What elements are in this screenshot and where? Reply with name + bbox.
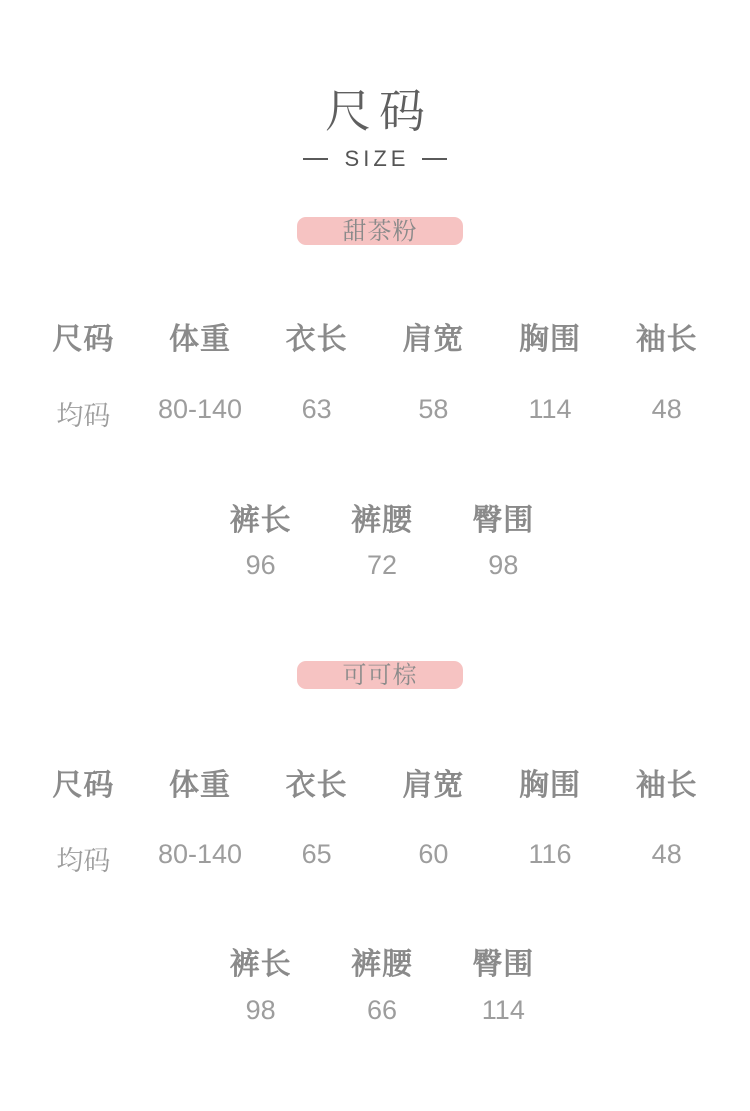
value-cell: 均码 <box>56 846 111 876</box>
value-cell: 48 <box>651 394 682 424</box>
header-cell: 臀围 <box>472 948 535 981</box>
header-cell: 体重 <box>169 323 231 356</box>
header-cell: 裤腰 <box>350 948 413 981</box>
header-cell: 袖长 <box>635 323 698 356</box>
header-cell: 裤长 <box>229 504 292 537</box>
value-cell: 98 <box>245 995 276 1025</box>
value-cell: 63 <box>301 394 332 424</box>
pants-table-header-row <box>200 495 564 539</box>
color-badge-cocoa-brown: 可可棕 <box>297 661 463 689</box>
page-title: 尺码 <box>325 85 433 137</box>
header-cell: 裤腰 <box>350 504 413 537</box>
header-cell: 衣长 <box>285 769 348 802</box>
size-table-value-row <box>25 839 725 878</box>
value-cell: 98 <box>488 550 519 580</box>
size-table-value-row <box>25 394 725 433</box>
value-cell: 66 <box>366 995 398 1025</box>
size-table-header-row <box>25 760 725 804</box>
header-cell: 袖长 <box>635 769 698 802</box>
value-cell: 72 <box>366 550 398 580</box>
value-cell: 均码 <box>56 401 111 431</box>
value-cell: 48 <box>651 839 682 869</box>
value-cell: 58 <box>418 394 449 424</box>
header-cell: 裤长 <box>229 948 292 981</box>
header-cell: 臀围 <box>472 504 535 537</box>
value-cell: 116 <box>528 839 572 869</box>
value-cell: 80-140 <box>157 839 243 869</box>
header-cell: 体重 <box>169 769 231 802</box>
subtitle-dash-right <box>422 158 447 160</box>
page-subtitle: SIZE <box>344 146 410 171</box>
header-cell: 肩宽 <box>402 323 465 356</box>
value-cell: 65 <box>301 839 332 869</box>
header-cell: 胸围 <box>519 323 582 356</box>
pants-table-header-row <box>200 939 564 983</box>
value-cell: 80-140 <box>157 394 243 424</box>
header-cell: 衣长 <box>285 323 348 356</box>
header-cell: 胸围 <box>519 769 582 802</box>
header-cell: 尺码 <box>52 769 115 802</box>
subtitle-dash-left <box>303 158 328 160</box>
header-cell: 尺码 <box>52 323 115 356</box>
value-cell: 114 <box>481 995 525 1025</box>
value-cell: 60 <box>418 839 449 869</box>
value-cell: 96 <box>245 550 276 580</box>
value-cell: 114 <box>528 394 572 424</box>
size-subtitle-row <box>0 146 750 172</box>
pants-table-value-row <box>200 550 564 581</box>
color-badge-sweet-tea-pink: 甜茶粉 <box>297 217 463 245</box>
pants-table-value-row <box>200 995 564 1026</box>
size-table-header-row <box>25 314 725 358</box>
header-cell: 肩宽 <box>402 769 465 802</box>
